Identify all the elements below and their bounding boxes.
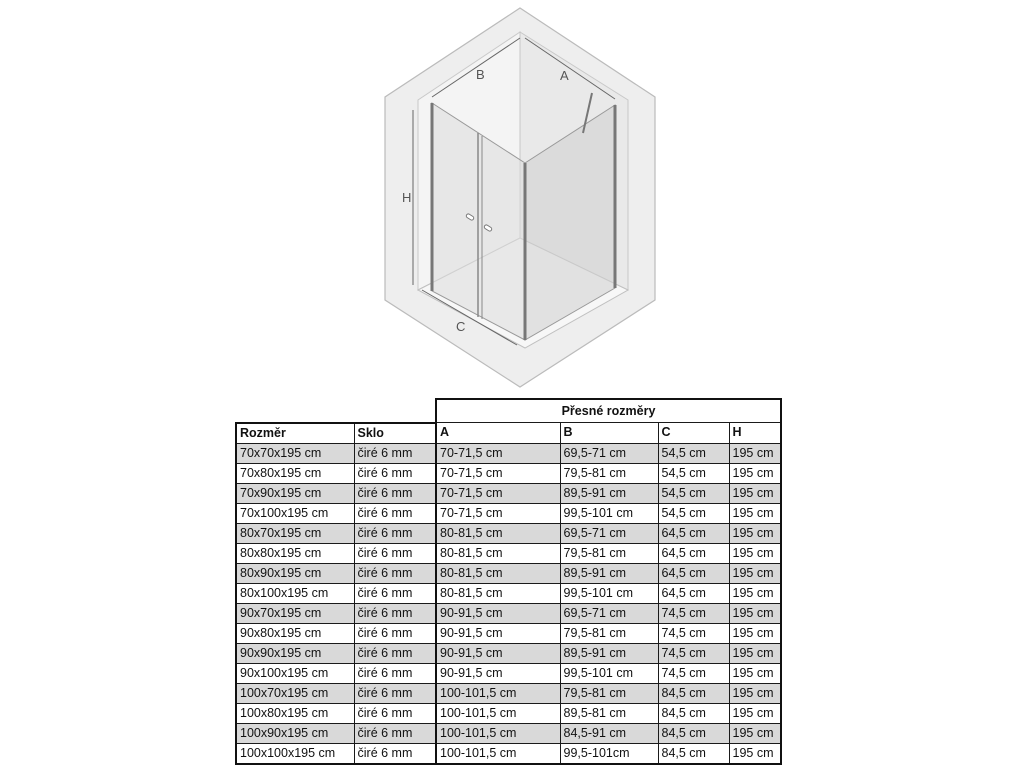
cell-b: 69,5-71 cm — [560, 443, 658, 463]
cell-h: 195 cm — [729, 663, 781, 683]
cell-rozmer: 100x80x195 cm — [236, 703, 354, 723]
cell-c: 74,5 cm — [658, 663, 729, 683]
cell-h: 195 cm — [729, 703, 781, 723]
cell-rozmer: 100x100x195 cm — [236, 743, 354, 764]
table-row — [236, 703, 781, 723]
cell-sklo: čiré 6 mm — [354, 543, 436, 563]
dimension-a-label: A — [560, 68, 569, 83]
cell-c: 84,5 cm — [658, 703, 729, 723]
cell-c: 64,5 cm — [658, 583, 729, 603]
table-row — [236, 663, 781, 683]
cell-a: 90-91,5 cm — [436, 663, 560, 683]
cell-c: 64,5 cm — [658, 543, 729, 563]
cell-rozmer: 70x70x195 cm — [236, 443, 354, 463]
cell-h: 195 cm — [729, 483, 781, 503]
table-row — [236, 483, 781, 503]
col-header-b: B — [560, 423, 658, 444]
cell-c: 54,5 cm — [658, 503, 729, 523]
table-row — [236, 543, 781, 563]
cell-rozmer: 80x80x195 cm — [236, 543, 354, 563]
cell-rozmer: 90x100x195 cm — [236, 663, 354, 683]
col-header-c: C — [658, 423, 729, 444]
cell-b: 79,5-81 cm — [560, 623, 658, 643]
cell-h: 195 cm — [729, 723, 781, 743]
col-header-sklo: Sklo — [354, 423, 436, 444]
cell-rozmer: 80x100x195 cm — [236, 583, 354, 603]
cell-c: 54,5 cm — [658, 483, 729, 503]
cell-h: 195 cm — [729, 603, 781, 623]
cell-sklo: čiré 6 mm — [354, 583, 436, 603]
cell-sklo: čiré 6 mm — [354, 683, 436, 703]
cell-rozmer: 70x80x195 cm — [236, 463, 354, 483]
table-row — [236, 683, 781, 703]
cell-h: 195 cm — [729, 743, 781, 764]
cell-h: 195 cm — [729, 543, 781, 563]
cell-b: 99,5-101 cm — [560, 503, 658, 523]
cell-sklo: čiré 6 mm — [354, 463, 436, 483]
cell-sklo: čiré 6 mm — [354, 623, 436, 643]
cell-a: 80-81,5 cm — [436, 523, 560, 543]
cell-a: 90-91,5 cm — [436, 643, 560, 663]
cell-b: 84,5-91 cm — [560, 723, 658, 743]
cell-sklo: čiré 6 mm — [354, 443, 436, 463]
cell-rozmer: 100x70x195 cm — [236, 683, 354, 703]
cell-b: 89,5-81 cm — [560, 703, 658, 723]
cell-b: 79,5-81 cm — [560, 683, 658, 703]
cell-rozmer: 100x90x195 cm — [236, 723, 354, 743]
cell-rozmer: 70x90x195 cm — [236, 483, 354, 503]
cell-a: 100-101,5 cm — [436, 723, 560, 743]
table-row — [236, 463, 781, 483]
dimension-b-label: B — [476, 67, 485, 82]
cell-b: 69,5-71 cm — [560, 523, 658, 543]
cell-rozmer: 80x90x195 cm — [236, 563, 354, 583]
cell-a: 70-71,5 cm — [436, 503, 560, 523]
cell-sklo: čiré 6 mm — [354, 643, 436, 663]
cell-sklo: čiré 6 mm — [354, 663, 436, 683]
cell-h: 195 cm — [729, 683, 781, 703]
cell-sklo: čiré 6 mm — [354, 503, 436, 523]
dimension-h-label: H — [402, 190, 412, 205]
table-row — [236, 723, 781, 743]
cell-b: 99,5-101 cm — [560, 663, 658, 683]
table-row — [236, 443, 781, 463]
cell-sklo: čiré 6 mm — [354, 703, 436, 723]
cell-h: 195 cm — [729, 623, 781, 643]
cell-h: 195 cm — [729, 523, 781, 543]
table-row — [236, 523, 781, 543]
cell-sklo: čiré 6 mm — [354, 723, 436, 743]
cell-rozmer: 90x80x195 cm — [236, 623, 354, 643]
cell-c: 74,5 cm — [658, 643, 729, 663]
cell-a: 100-101,5 cm — [436, 703, 560, 723]
col-header-a: A — [436, 423, 560, 444]
column-header-row — [236, 423, 781, 444]
shower-enclosure-diagram — [380, 5, 660, 390]
table-row — [236, 623, 781, 643]
dimensions-table — [235, 398, 782, 765]
table-row — [236, 603, 781, 623]
cell-b: 89,5-91 cm — [560, 483, 658, 503]
cell-c: 74,5 cm — [658, 603, 729, 623]
cell-a: 80-81,5 cm — [436, 543, 560, 563]
cell-b: 79,5-81 cm — [560, 463, 658, 483]
cell-b: 89,5-91 cm — [560, 563, 658, 583]
cell-sklo: čiré 6 mm — [354, 563, 436, 583]
cell-b: 99,5-101cm — [560, 743, 658, 764]
table-row — [236, 643, 781, 663]
cell-c: 64,5 cm — [658, 523, 729, 543]
cell-sklo: čiré 6 mm — [354, 603, 436, 623]
cell-a: 70-71,5 cm — [436, 443, 560, 463]
cell-a: 100-101,5 cm — [436, 743, 560, 764]
cell-a: 70-71,5 cm — [436, 463, 560, 483]
col-header-rozmer: Rozměr — [236, 423, 354, 444]
cell-b: 99,5-101 cm — [560, 583, 658, 603]
cell-h: 195 cm — [729, 463, 781, 483]
cell-c: 54,5 cm — [658, 443, 729, 463]
cell-b: 79,5-81 cm — [560, 543, 658, 563]
cell-c: 64,5 cm — [658, 563, 729, 583]
blank-cell — [236, 399, 354, 423]
group-header-row — [236, 399, 781, 423]
cell-sklo: čiré 6 mm — [354, 483, 436, 503]
cell-c: 84,5 cm — [658, 723, 729, 743]
cell-a: 80-81,5 cm — [436, 583, 560, 603]
table-row — [236, 743, 781, 764]
cell-h: 195 cm — [729, 643, 781, 663]
cell-h: 195 cm — [729, 563, 781, 583]
cell-a: 70-71,5 cm — [436, 483, 560, 503]
cell-sklo: čiré 6 mm — [354, 523, 436, 543]
cell-b: 89,5-91 cm — [560, 643, 658, 663]
cell-c: 74,5 cm — [658, 623, 729, 643]
col-header-h: H — [729, 423, 781, 444]
cell-c: 84,5 cm — [658, 743, 729, 764]
table-row — [236, 503, 781, 523]
cell-rozmer: 70x100x195 cm — [236, 503, 354, 523]
cell-a: 100-101,5 cm — [436, 683, 560, 703]
cell-sklo: čiré 6 mm — [354, 743, 436, 764]
cell-h: 195 cm — [729, 503, 781, 523]
blank-cell — [354, 399, 436, 423]
cell-a: 90-91,5 cm — [436, 603, 560, 623]
cell-h: 195 cm — [729, 583, 781, 603]
table-body — [236, 443, 781, 764]
exact-dimensions-header: Přesné rozměry — [436, 399, 781, 423]
cell-a: 90-91,5 cm — [436, 623, 560, 643]
cell-rozmer: 90x90x195 cm — [236, 643, 354, 663]
table-row — [236, 563, 781, 583]
dimension-c-label: C — [456, 319, 466, 334]
cell-b: 69,5-71 cm — [560, 603, 658, 623]
cell-a: 80-81,5 cm — [436, 563, 560, 583]
cell-c: 84,5 cm — [658, 683, 729, 703]
cell-h: 195 cm — [729, 443, 781, 463]
table-row — [236, 583, 781, 603]
cell-c: 54,5 cm — [658, 463, 729, 483]
cell-rozmer: 90x70x195 cm — [236, 603, 354, 623]
cell-rozmer: 80x70x195 cm — [236, 523, 354, 543]
